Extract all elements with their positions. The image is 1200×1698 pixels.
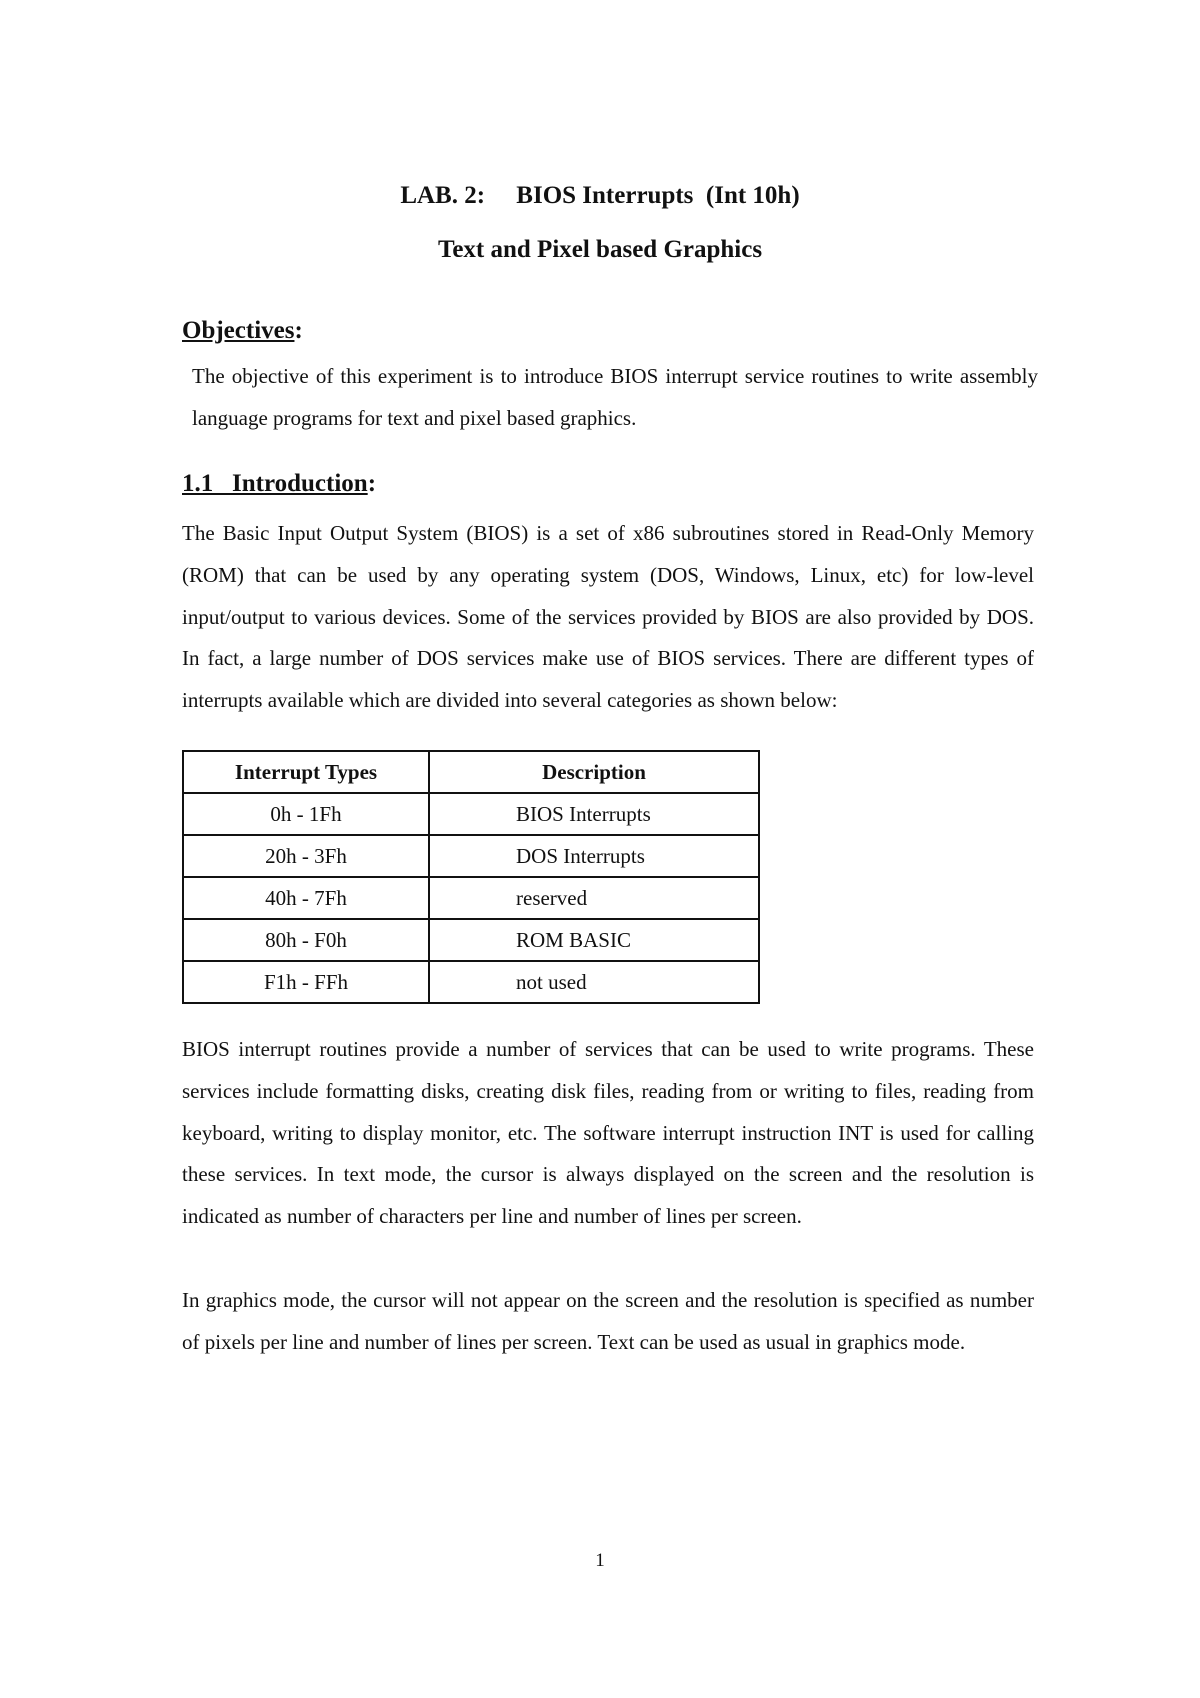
objectives-heading (182, 317, 303, 345)
bios-routines-paragraph: BIOS interrupt routines provide a number of services that can be used to write programs. These services include formatting disks, creating disk files, reading from or writing to files, reading from keyboard, writing to display monitor, etc. The software interrupt instruction INT is used for calling these services. In text mode, the cursor is always displayed on the screen and the resolution is indicated as number of characters per line and number of lines per screen. (182, 1037, 1034, 1229)
introduction-heading-text: 1.1 Introduction (182, 470, 368, 497)
table-cell-description: reserved (429, 877, 759, 919)
table-cell-range: 20h - 3Fh (183, 835, 429, 877)
table-cell-description: not used (429, 961, 759, 1003)
table-cell-range: 40h - 7Fh (183, 877, 429, 919)
objectives-heading-colon: : (294, 317, 303, 344)
introduction-heading (182, 470, 376, 498)
table-row (183, 877, 759, 919)
table-cell-range: 80h - F0h (183, 919, 429, 961)
table-header-interrupt-types: Interrupt Types (183, 751, 429, 793)
document-subtitle: Text and Pixel based Graphics (437, 236, 763, 263)
graphics-mode-paragraph: In graphics mode, the cursor will not appear on the screen and the resolution is specified as number of pixels per line and number of lines per screen. Text can be used as usual in graphics mode. (182, 1288, 1034, 1354)
table-cell-description: ROM BASIC (429, 919, 759, 961)
table-header-row (183, 751, 759, 793)
document-title: LAB. 2: BIOS Interrupts (Int 10h) (400, 182, 800, 209)
table-row (183, 835, 759, 877)
table-header-description: Description (429, 751, 759, 793)
introduction-paragraph: The Basic Input Output System (BIOS) is a set of x86 subroutines stored in Read-Only Memory (ROM) that can be used by any operating system (DOS, Windows, Linux, etc) for low-level input/output to various devices. Some of the services provided by BIOS are also provided by DOS. In fact, a large number of DOS services make use of BIOS services. There are different types of interrupts available which are divided into several categories as shown below: (182, 521, 1034, 713)
table-row (183, 919, 759, 961)
objectives-heading-text: Objectives (182, 317, 295, 344)
table-cell-range: 0h - 1Fh (183, 793, 429, 835)
objectives-paragraph: The objective of this experiment is to introduce BIOS interrupt service routines to write assembly language programs for text and pixel based graphics. (192, 364, 1038, 430)
table-cell-range: F1h - FFh (183, 961, 429, 1003)
introduction-heading-colon: : (367, 470, 377, 497)
table-row (183, 961, 759, 1003)
table-cell-description: DOS Interrupts (429, 835, 759, 877)
page-number: 1 (595, 1550, 605, 1571)
table-row (183, 793, 759, 835)
interrupt-types-table (182, 750, 760, 1004)
table-cell-description: BIOS Interrupts (429, 793, 759, 835)
